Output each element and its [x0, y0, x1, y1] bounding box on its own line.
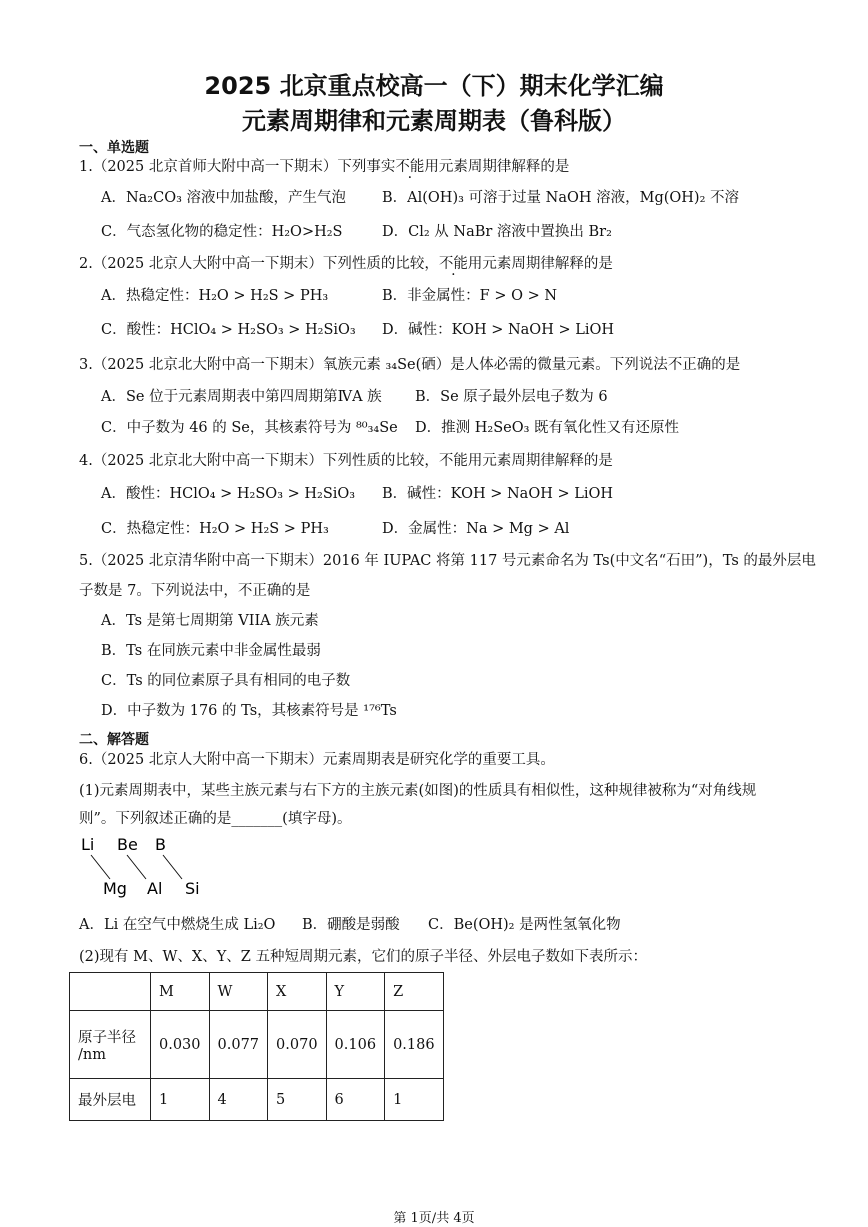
question-6-stem: 6.（2025 北京人大附中高一下期末）元素周期表是研究化学的重要工具。 [79, 752, 555, 768]
table-cell: 6 [326, 1079, 385, 1121]
section-heading-answer: 二、解答题 [79, 732, 149, 748]
section-heading-single-choice: 一、单选题 [79, 140, 149, 156]
question-5-stem-line1: 5.（2025 北京清华附中高一下期末）2016 年 IUPAC 将第 117 号元素命名为 Ts(中文名“石田”)，Ts 的最外层电 [79, 553, 816, 569]
table-cell: 1 [151, 1079, 210, 1121]
q6-part1-line2: 则”。下列叙述正确的是_______(填字母)。 [79, 811, 352, 827]
table-cell: 0.070 [268, 1011, 327, 1079]
element-mg: Mg [103, 879, 127, 898]
table-header-cell: Z [385, 973, 444, 1011]
element-b: B [155, 835, 166, 854]
table-header-cell: W [209, 973, 268, 1011]
element-al: Al [147, 879, 163, 898]
emphasis-text: 不能 [395, 159, 425, 175]
q5-option-c: C．Ts 的同位素原子具有相同的电子数 [101, 673, 351, 689]
table-cell: 1 [385, 1079, 444, 1121]
element-si: Si [185, 879, 200, 898]
question-5-stem-line2: 子数是 7。下列说法中，不正确的是 [79, 583, 311, 599]
table-header-cell: X [268, 973, 327, 1011]
table-row-label: 最外层电 [70, 1079, 151, 1121]
element-be: Be [117, 835, 138, 854]
page-title: 2025 北京重点校高一（下）期末化学汇编 [204, 72, 664, 100]
q6-part2-stem: (2)现有 M、W、X、Y、Z 五种短周期元素，它们的原子半径、外层电子数如下表所示： [79, 949, 647, 965]
table-header-row [70, 973, 444, 1011]
question-1-stem: 1.（2025 北京首师大附中高一下期末）下列事实不能用元素周期律解释的是 [79, 155, 569, 176]
question-4-stem: 4.（2025 北京北大附中高一下期末）下列性质的比较，不能用元素周期律解释的是 [79, 453, 613, 469]
q2-option-c: C．酸性：HClO₄ > H₂SO₃ > H₂SiO₃ [101, 322, 356, 338]
q6-option-a: A．Li 在空气中燃烧生成 Li₂O [79, 917, 276, 933]
diagonal-rule-diagram [77, 834, 227, 898]
emphasis-text: 不能 [438, 256, 468, 272]
element-li: Li [81, 835, 95, 854]
page-footer: 第 1页/共 4页 [393, 1211, 475, 1226]
q5-option-d: D．中子数为 176 的 Ts，其核素符号是 ¹⁷⁶Ts [101, 703, 397, 719]
question-2-stem: 2.（2025 北京人大附中高一下期末）下列性质的比较，不能用元素周期律解释的是 [79, 252, 613, 273]
q1-option-d: D．Cl₂ 从 NaBr 溶液中置换出 Br₂ [382, 224, 612, 240]
diagonal-line-3 [163, 855, 182, 879]
table-cell: 0.030 [151, 1011, 210, 1079]
table-row-label: 原子半径 /nm [70, 1011, 151, 1079]
table-row [70, 1079, 444, 1121]
table-header-cell: Y [326, 973, 385, 1011]
table-cell: 5 [268, 1079, 327, 1121]
q4-option-d: D．金属性：Na > Mg > Al [382, 521, 570, 537]
table-cell: 0.077 [209, 1011, 268, 1079]
table-header-cell [70, 973, 151, 1011]
table-cell: 0.106 [326, 1011, 385, 1079]
q5-option-b: B．Ts 在同族元素中非金属性最弱 [101, 643, 321, 659]
table-row [70, 1011, 444, 1079]
q2-option-a: A．热稳定性：H₂O > H₂S > PH₃ [101, 288, 329, 304]
q4-option-c: C．热稳定性：H₂O > H₂S > PH₃ [101, 521, 329, 537]
q6-option-b: B．硼酸是弱酸 [302, 917, 400, 933]
q3-option-a: A．Se 位于元素周期表中第四周期第ⅣA 族 [101, 389, 382, 405]
q1-option-b: B．Al(OH)₃ 可溶于过量 NaOH 溶液，Mg(OH)₂ 不溶 [382, 190, 740, 206]
q3-option-c: C．中子数为 46 的 Se，其核素符号为 ⁸⁰₃₄Se [101, 420, 398, 436]
diagonal-line-1 [91, 855, 110, 879]
page-subtitle: 元素周期律和元素周期表（鲁科版） [242, 107, 626, 135]
q5-option-a: A．Ts 是第七周期第 VIIA 族元素 [101, 613, 319, 629]
q4-option-a: A．酸性：HClO₄ > H₂SO₃ > H₂SiO₃ [101, 486, 356, 502]
table-cell: 4 [209, 1079, 268, 1121]
q3-option-b: B．Se 原子最外层电子数为 6 [415, 389, 608, 405]
q1-option-c: C．气态氢化物的稳定性：H₂O>H₂S [101, 224, 343, 240]
q6-part1-line1: (1)元素周期表中，某些主族元素与右下方的主族元素(如图)的性质具有相似性，这种规律被称为“对角线规 [79, 783, 757, 799]
question-3-stem: 3.（2025 北京北大附中高一下期末）氧族元素 ₃₄Se(硒）是人体必需的微量元素。下列说法不正确的是 [79, 357, 741, 373]
q1-option-a: A．Na₂CO₃ 溶液中加盐酸，产生气泡 [101, 190, 347, 206]
q2-option-b: B．非金属性：F > O > N [382, 288, 558, 304]
q2-option-d: D．碱性：KOH > NaOH > LiOH [382, 322, 614, 338]
table-cell: 0.186 [385, 1011, 444, 1079]
element-properties-table [69, 972, 444, 1121]
q6-option-c: C．Be(OH)₂ 是两性氢氧化物 [428, 917, 621, 933]
q3-option-d: D．推测 H₂SeO₃ 既有氧化性又有还原性 [415, 420, 680, 436]
diagonal-line-2 [127, 855, 146, 879]
table-header-cell: M [151, 973, 210, 1011]
q4-option-b: B．碱性：KOH > NaOH > LiOH [382, 486, 614, 502]
